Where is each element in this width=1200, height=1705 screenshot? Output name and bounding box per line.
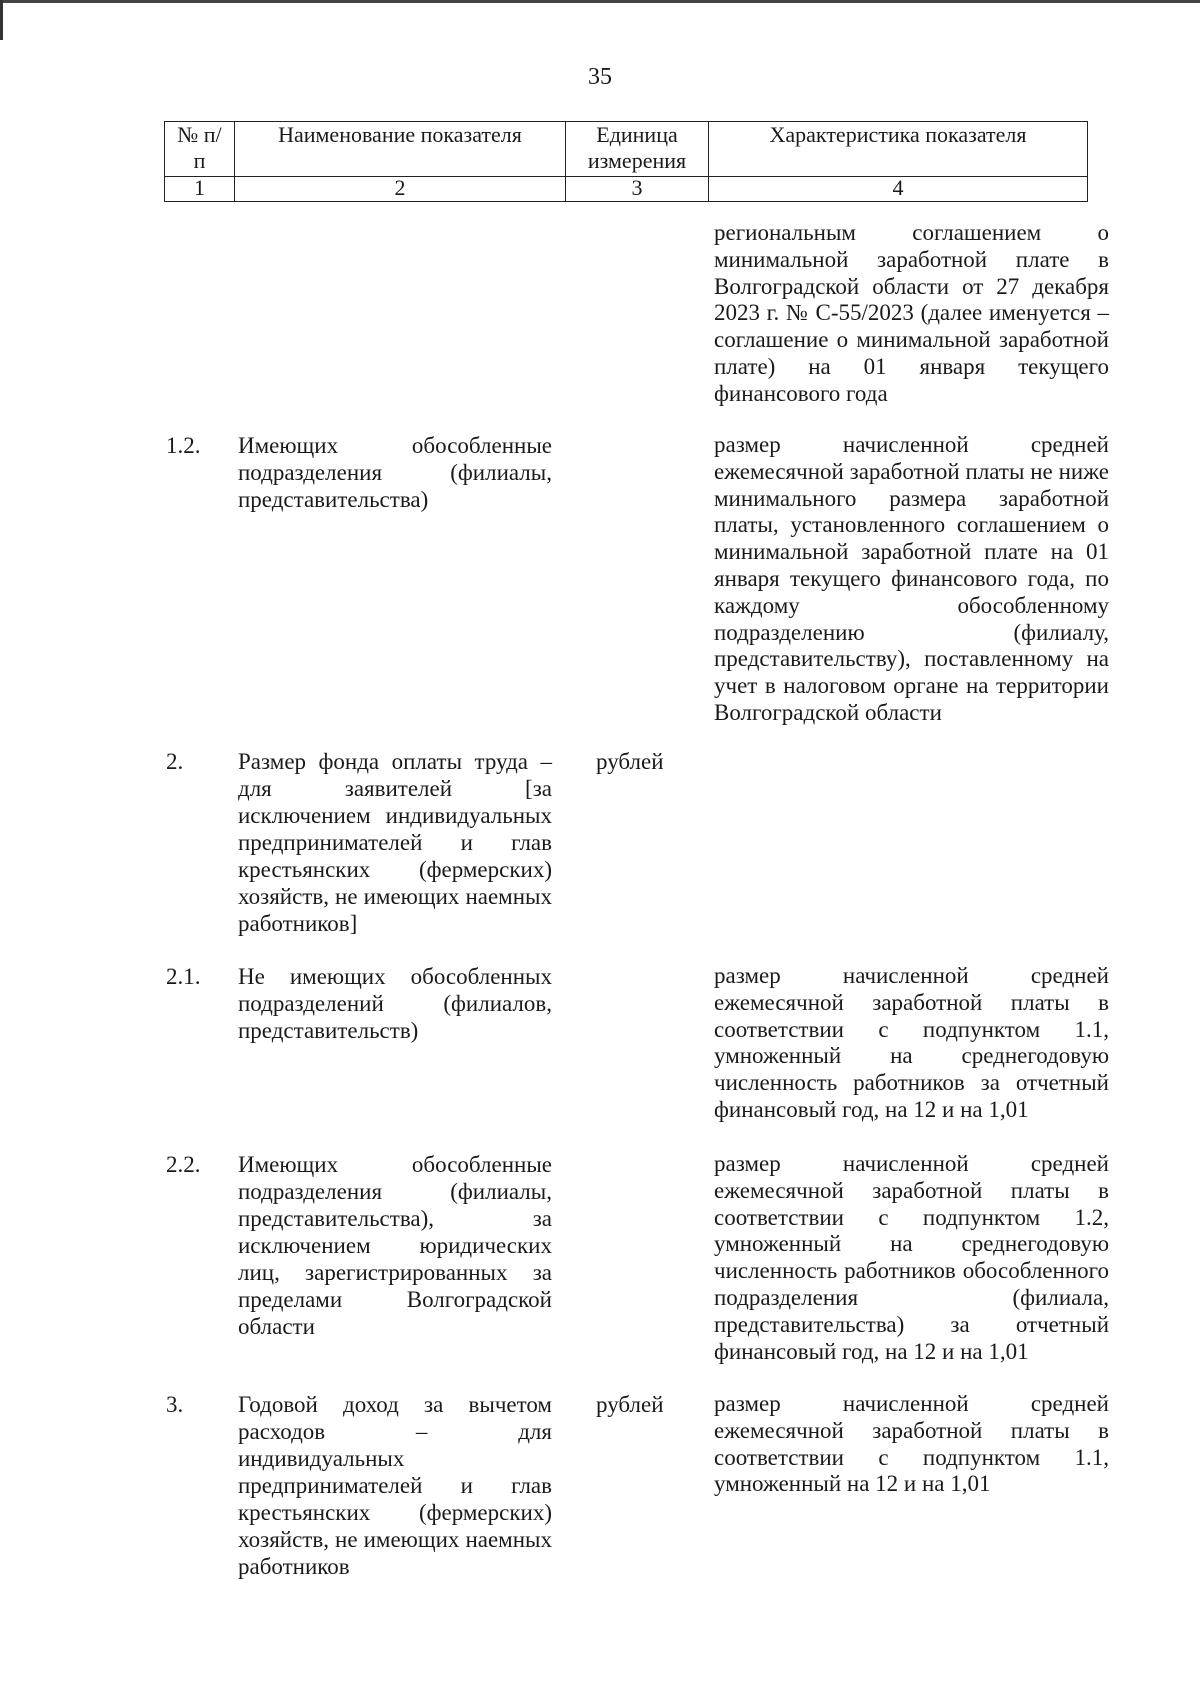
row-indicator-name: Имеющих обособленные подразделения (филиалы, представительства), за исключением юридических лиц, зарегистрированных за пределами Волгоградской области xyxy=(238,1152,552,1339)
row-number: 2.2. xyxy=(166,1152,201,1177)
header-col-num-3: 3 xyxy=(566,177,709,202)
row-indicator-name: Размер фонда оплаты труда – для заявителей [за исключением индивидуальных предпринимателей и глав крестьянских (фермерских) хозяйств, не имеющих наемных работников] xyxy=(238,749,552,936)
row-characteristic: размер начисленной средней ежемесячной заработной платы в соответствии с подпунктом 1.2, умноженный на среднегодовую численность работников обособленного подразделения (филиала, представительства) за отчетный финансовый год, на 12 и на 1,01 xyxy=(714,1151,1109,1364)
header-number: № п/п xyxy=(165,122,235,177)
header-indicator-name: Наименование показателя xyxy=(235,122,566,177)
row-indicator-name: Не имеющих обособленных подразделений (филиалов, представительств) xyxy=(238,964,552,1043)
header-col-num-1: 1 xyxy=(165,177,235,202)
header-characteristic: Характеристика показателя xyxy=(709,122,1088,177)
row-characteristic: размер начисленной средней ежемесячной заработной платы в соответствии с подпунктом 1.1, умноженный на среднегодовую численность работников за отчетный финансовый год, на 12 и на 1,01 xyxy=(714,963,1109,1122)
row-characteristic: региональным соглашением о минимальной заработной плате в Волгоградской области от 27 декабря 2023 г. № С-55/2023 (далее именуется – соглашение о минимальной заработной плате) на 01 января текущего финансового года xyxy=(714,220,1109,406)
row-characteristic: размер начисленной средней ежемесячной заработной платы не ниже минимального размера заработной платы, установленного соглашением о минимальной заработной плате на 01 января текущего финансового года, по каждому обособленному подразделению (филиалу, представительству), поставленному на учет в налоговом органе на территории Волгоградской области xyxy=(714,432,1109,725)
row-indicator-name: Годовой доход за вычетом расходов – для индивидуальных предпринимателей и глав крестьянских (фермерских) хозяйств, не имеющих наемных работников xyxy=(238,1392,552,1579)
row-characteristic: размер начисленной средней ежемесячной заработной платы в соответствии с подпунктом 1.1, умноженный на 12 и на 1,01 xyxy=(714,1391,1109,1497)
row-number: 2.1. xyxy=(166,964,201,989)
row-number: 1.2. xyxy=(166,433,201,458)
header-unit: Единица измерения xyxy=(566,122,709,177)
header-col-num-4: 4 xyxy=(709,177,1088,202)
page-number: 35 xyxy=(588,64,612,90)
row-number: 3. xyxy=(166,1392,184,1417)
row-number: 2. xyxy=(166,749,184,774)
header-col-num-2: 2 xyxy=(235,177,566,202)
row-unit: рублей xyxy=(596,1392,664,1417)
row-indicator-name: Имеющих обособленные подразделения (филиалы, представительства) xyxy=(238,433,552,512)
row-unit: рублей xyxy=(596,749,664,774)
